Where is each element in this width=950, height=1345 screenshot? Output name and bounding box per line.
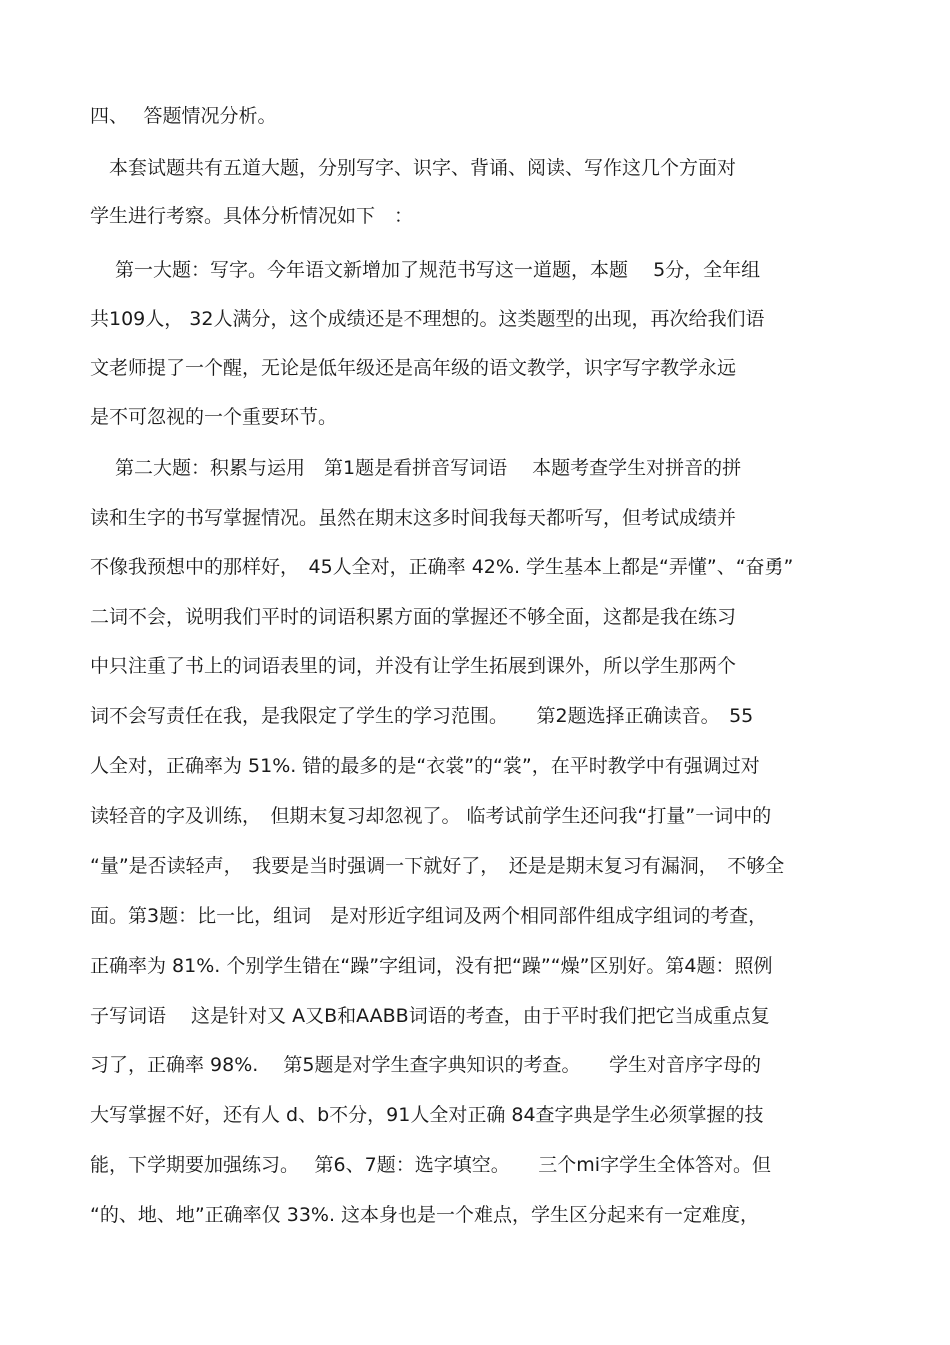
paragraph-line: 子写词语 这是针对又 A又B和AABB词语的考查，由于平时我们把它当成重点复 [90,1005,770,1027]
section-heading: 四、 答题情况分析。 [90,105,277,127]
paragraph-line: 文老师提了一个醒，无论是低年级还是高年级的语文教学，识字写字教学永远 [90,357,737,379]
paragraph-line: 读和生字的书写掌握情况。虽然在期末这多时间我每天都听写，但考试成绩并 [90,507,737,529]
paragraph-line: 第一大题：写字。今年语文新增加了规范书写这一道题，本题 5分，全年组 [90,259,761,281]
paragraph-line: 能，下学期要加强练习。 第6、7题：选字填空。 三个mi字学生全体答对。但 [90,1154,772,1176]
paragraph-line: 大写掌握不好，还有人 d、b不分，91人全对正确 84查字典是学生必须掌握的技 [90,1104,764,1126]
paragraph-line: “的、地、地”正确率仅 33%. 这本身也是一个难点，学生区分起来有一定难度， [90,1204,760,1226]
paragraph-line: 是不可忽视的一个重要环节。 [90,406,338,428]
paragraph-line: 正确率为 81%. 个别学生错在“躁”字组词，没有把“躁”“燥”区别好。第4题：照例 [90,955,773,977]
paragraph-line: 学生进行考察。具体分析情况如下 ： [90,205,414,227]
paragraph-line: 二词不会，说明我们平时的词语积累方面的掌握还不够全面，这都是我在练习 [90,606,737,628]
paragraph-line: 面。第3题：比一比，组词 是对形近字组词及两个相同部件组成字组词的考查， [90,905,768,927]
paragraph-line: 习了，正确率 98%. 第5题是对学生查字典知识的考查。 学生对音序字母的 [90,1054,761,1076]
paragraph-line: 人全对，正确率为 51%. 错的最多的是“衣裳”的“裳”，在平时教学中有强调过对 [90,755,760,777]
paragraph-line: 中只注重了书上的词语表里的词，并没有让学生拓展到课外，所以学生那两个 [90,655,737,677]
paragraph-line: 不像我预想中的那样好， 45人全对，正确率 42%. 学生基本上都是“弄懂”、“奋勇” [90,556,794,578]
paragraph-line: “量”是否读轻声， 我要是当时强调一下就好了， 还是是期末复习有漏洞， 不够全 [90,855,785,877]
paragraph-line: 共109人， 32人满分，这个成绩还是不理想的。这类题型的出现，再次给我们语 [90,308,765,330]
paragraph-line: 第二大题：积累与运用 第1题是看拼音写词语 本题考查学生对拼音的拼 [90,457,742,479]
paragraph-line: 本套试题共有五道大题，分别写字、识字、背诵、阅读、写作这几个方面对 [90,157,737,179]
paragraph-line: 词不会写责任在我，是我限定了学生的学习范围。 第2题选择正确读音。 55 [90,705,754,727]
paragraph-line: 读轻音的字及训练， 但期末复习却忽视了。 临考试前学生还问我“打量”一词中的 [90,805,772,827]
